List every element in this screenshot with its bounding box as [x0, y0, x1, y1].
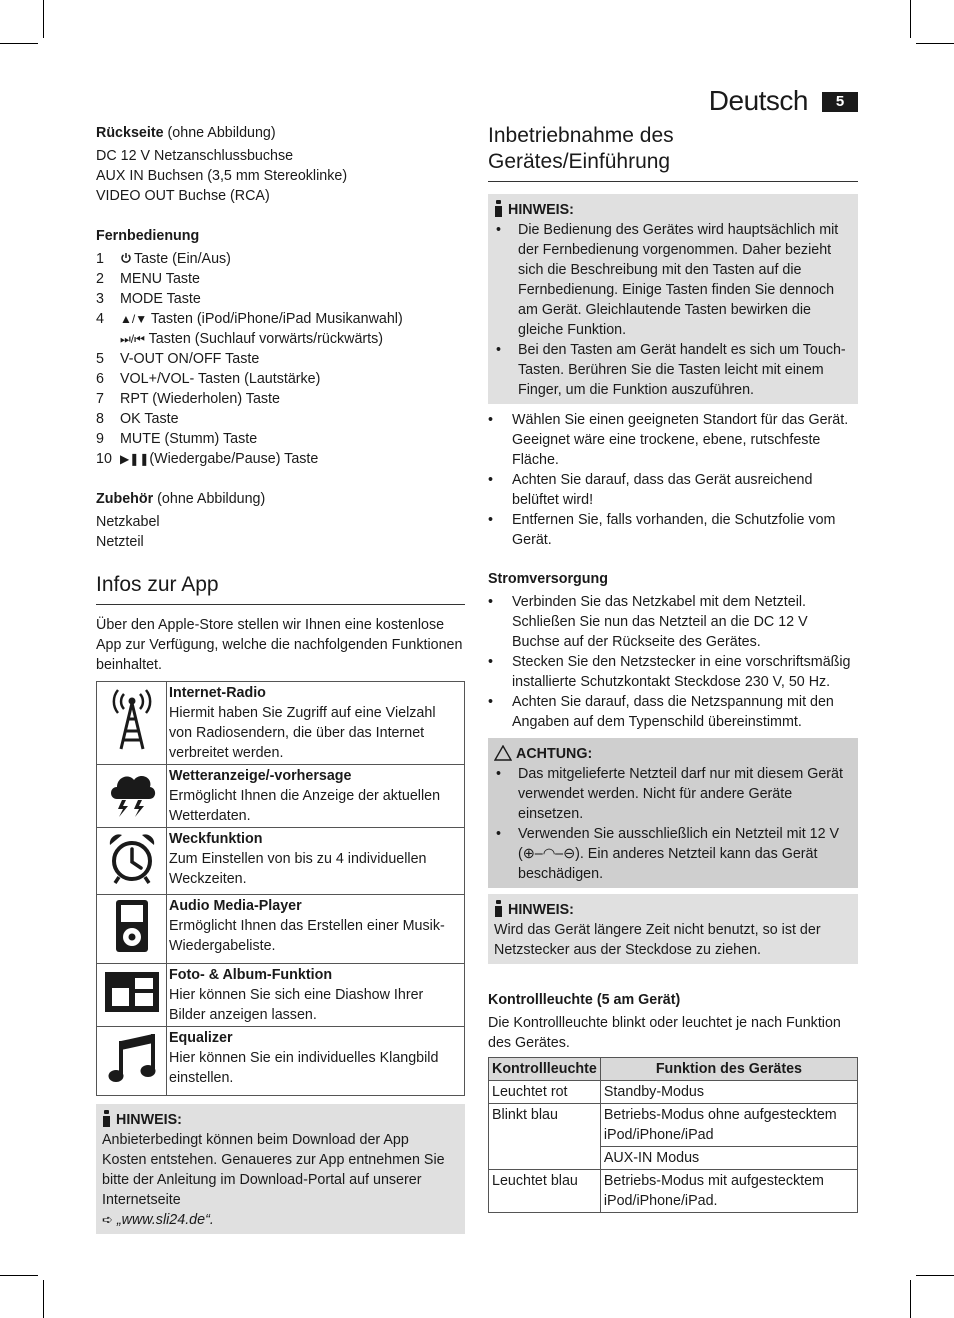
app-feature-table [96, 681, 465, 1096]
play-pause-icon: ▶❚❚ [120, 452, 150, 466]
feature-desc: Hier können Sie sich eine Diashow Ihrer Bilder anzeigen lassen. [169, 987, 424, 1023]
list-item: 10 ▶❚❚(Wiedergabe/Pause) Taste [96, 451, 319, 467]
kontroll-table [488, 1057, 858, 1213]
list-item: • Wählen Sie einen geeigneten Standort für das Gerät. Geeignet wäre eine trockene, ebene, rutschfeste Fläche. [488, 412, 849, 468]
list-item: 8 OK Taste [96, 411, 179, 427]
crop-mark [43, 1280, 44, 1318]
hinweis-text: Wird das Gerät längere Zeit nicht benutzt, so ist der Netzstecker aus der Steckdose zu ziehen. [494, 922, 821, 958]
list-item: AUX IN Buchsen (3,5 mm Stereoklinke) [96, 168, 348, 184]
list-item: 9 MUTE (Stumm) Taste [96, 431, 258, 447]
strom-heading: Stromversorgung [488, 571, 608, 587]
list-item: • Bei den Tasten am Gerät handelt es sich um Touch-Tasten. Berühren Sie die Tasten leicht mit einem Finger, um die Funktion auszuführen. [496, 342, 846, 398]
media-player-icon [115, 899, 149, 953]
list-item: VIDEO OUT Buchse (RCA) [96, 188, 270, 204]
table-row [97, 828, 465, 895]
feature-desc: Ermöglicht Ihnen die Anzeige der aktuellen Wetterdaten. [169, 788, 441, 824]
arrow-right-icon: ➪ [102, 1212, 113, 1227]
left-column [96, 123, 465, 1234]
crop-mark [0, 1275, 38, 1276]
list-item: 1 Taste (Ein/Aus) [96, 251, 231, 267]
list-item: 5 V-OUT ON/OFF Taste [96, 351, 260, 367]
list-item: 6 VOL+/VOL- Tasten (Lautstärke) [96, 371, 321, 387]
music-note-icon [107, 1031, 157, 1085]
feature-title: Foto- & Album-Funktion [169, 967, 333, 983]
table-cell: Betriebs-Modus ohne aufgestecktem iPod/iPhone/iPad [600, 1104, 857, 1147]
list-item: • Verwenden Sie ausschließlich ein Netzteil mit 12 V (⊕–◠–⊖). Ein anderes Netzteil kann das Gerät beschädigen. [496, 826, 840, 882]
achtung-label: ACHTUNG: [516, 746, 593, 762]
list-item: Netzteil [96, 534, 144, 550]
crop-mark [910, 1280, 911, 1318]
storm-cloud-icon [107, 769, 157, 817]
column-header: Funktion des Gerätes [600, 1058, 857, 1081]
app-hinweis-box [96, 1104, 465, 1234]
table-row [97, 964, 465, 1027]
feature-title: Weckfunktion [169, 831, 263, 847]
crop-mark [0, 43, 38, 44]
list-item: • Das mitgelieferte Netzteil darf nur mit diesem Gerät verwendet werden. Nicht für andere Geräte einsetzen. [496, 766, 843, 822]
fernbedienung-heading: Fernbedienung [96, 228, 200, 244]
list-item: • Stecken Sie den Netzstecker in eine vorschriftsmäßig installierte Schutzkontakt Steckdose 230 V, 50 Hz. [488, 654, 851, 690]
kontroll-heading: Kontrollleuchte (5 am Gerät) [488, 992, 681, 1008]
warning-icon [494, 745, 512, 761]
feature-title: Audio Media-Player [169, 898, 302, 914]
table-row [489, 1170, 858, 1213]
table-cell: Betriebs-Modus mit aufgestecktem iPod/iPhone/iPad. [600, 1170, 857, 1213]
table-row [489, 1081, 858, 1104]
table-cell: Leuchtet rot [489, 1081, 601, 1104]
feature-desc: Ermöglicht Ihnen das Erstellen einer Musik-Wiedergabeliste. [169, 918, 445, 954]
strom-list [488, 592, 858, 732]
list-item: • Entfernen Sie, falls vorhanden, die Schutzfolie vom Gerät. [488, 512, 836, 548]
radio-tower-icon [106, 689, 158, 751]
up-down-icon: ▲/▼ [120, 312, 148, 326]
page-language: Deutsch [708, 85, 808, 116]
table-row [97, 682, 465, 765]
hinweis-label: HINWEIS: [508, 202, 574, 218]
crop-mark [916, 1275, 954, 1276]
feature-title: Internet-Radio [169, 685, 266, 701]
setup-heading: Inbetriebnahme des Gerätes/Einführung [488, 123, 858, 182]
crop-mark [43, 0, 44, 38]
list-item: • Die Bedienung des Gerätes wird hauptsächlich mit der Fernbedienung vorgenommen. Daher bezieht sich die Beschreibung mit den Tasten auf die Fernbedienung. Einige Tasten finden Sie dennoch am Gerät. Gleichlautende Tasten bewirken die gleiche Funktion. [496, 222, 839, 338]
list-item: 2 MENU Taste [96, 271, 200, 287]
rueckseite-heading: Rückseite (ohne Abbildung) [96, 125, 276, 141]
crop-mark [910, 0, 911, 38]
info-icon [102, 1110, 112, 1127]
alarm-clock-icon [107, 832, 157, 884]
zubehoer-list [96, 512, 465, 552]
hinweis-label: HINWEIS: [116, 1112, 182, 1128]
feature-title: Equalizer [169, 1030, 233, 1046]
table-row [489, 1104, 858, 1147]
list-item: 3 MODE Taste [96, 291, 201, 307]
table-row [97, 895, 465, 964]
fernbedienung-list [96, 249, 465, 469]
list-item: • Achten Sie darauf, dass die Netzspannung mit den Angaben auf dem Typenschild übereinstimmt. [488, 694, 834, 730]
column-header: Kontrollleuchte [489, 1058, 601, 1081]
power-icon [120, 252, 132, 264]
table-cell: AUX-IN Modus [600, 1147, 857, 1170]
skip-icon: ⏭/⏮ [120, 332, 145, 346]
app-intro: Über den Apple-Store stellen wir Ihnen eine kostenlose App zur Verfügung, welche die nachfolgenden Funktionen beinhaltet. [96, 617, 463, 673]
kontroll-intro: Die Kontrollleuchte blinkt oder leuchtet je nach Funktion des Gerätes. [488, 1015, 841, 1051]
list-item: 4 ▲/▼ Tasten (iPod/iPhone/iPad Musikanwahl) ⏭/⏮ Tasten (Suchlauf vorwärts/rückwärts) [96, 311, 403, 347]
hinweis-text: Anbieterbedingt können beim Download der App Kosten entstehen. Genaueres zur App entnehmen Sie bitte der Anleitung im Download-Portal auf unserer Internetseite [102, 1132, 445, 1208]
table-header-row [489, 1058, 858, 1081]
list-item: Netzkabel [96, 514, 160, 530]
hinweis-label: HINWEIS: [508, 902, 574, 918]
table-cell: Standby-Modus [600, 1081, 857, 1104]
hinweis-box-1 [488, 194, 858, 404]
table-cell: Leuchtet blau [489, 1170, 601, 1213]
table-row [97, 1027, 465, 1096]
list-item: • Achten Sie darauf, dass das Gerät ausreichend belüftet wird! [488, 472, 813, 508]
list-item: • Verbinden Sie das Netzkabel mit dem Netzteil. Schließen Sie nun das Netzteil an die DC 12 V Buchse auf der Rückseite des Gerätes. [488, 594, 808, 650]
table-row [97, 765, 465, 828]
hinweis-box-2 [488, 894, 858, 964]
app-heading: Infos zur App [96, 572, 465, 605]
page-number: 5 [822, 92, 858, 112]
info-icon [494, 200, 504, 217]
right-column [488, 123, 858, 1213]
zubehoer-heading: Zubehör (ohne Abbildung) [96, 491, 266, 507]
website-link: „www.sli24.de“. [116, 1212, 214, 1228]
setup-list [488, 410, 858, 550]
list-item: 7 RPT (Wiederholen) Taste [96, 391, 280, 407]
rueckseite-list [96, 146, 465, 206]
info-icon [494, 900, 504, 917]
list-item: DC 12 V Netzanschlussbuchse [96, 148, 294, 164]
feature-desc: Hier können Sie ein individuelles Klangbild einstellen. [169, 1050, 439, 1086]
table-cell: Blinkt blau [489, 1104, 601, 1170]
feature-title: Wetteranzeige/-vorhersage [169, 768, 352, 784]
feature-desc: Zum Einstellen von bis zu 4 individuellen Weckzeiten. [169, 851, 427, 887]
crop-mark [916, 43, 954, 44]
photo-album-icon [104, 971, 160, 1013]
feature-desc: Hiermit haben Sie Zugriff auf eine Vielzahl von Radiosendern, die über das Internet verbreitet werden. [169, 705, 436, 761]
achtung-box [488, 738, 858, 888]
